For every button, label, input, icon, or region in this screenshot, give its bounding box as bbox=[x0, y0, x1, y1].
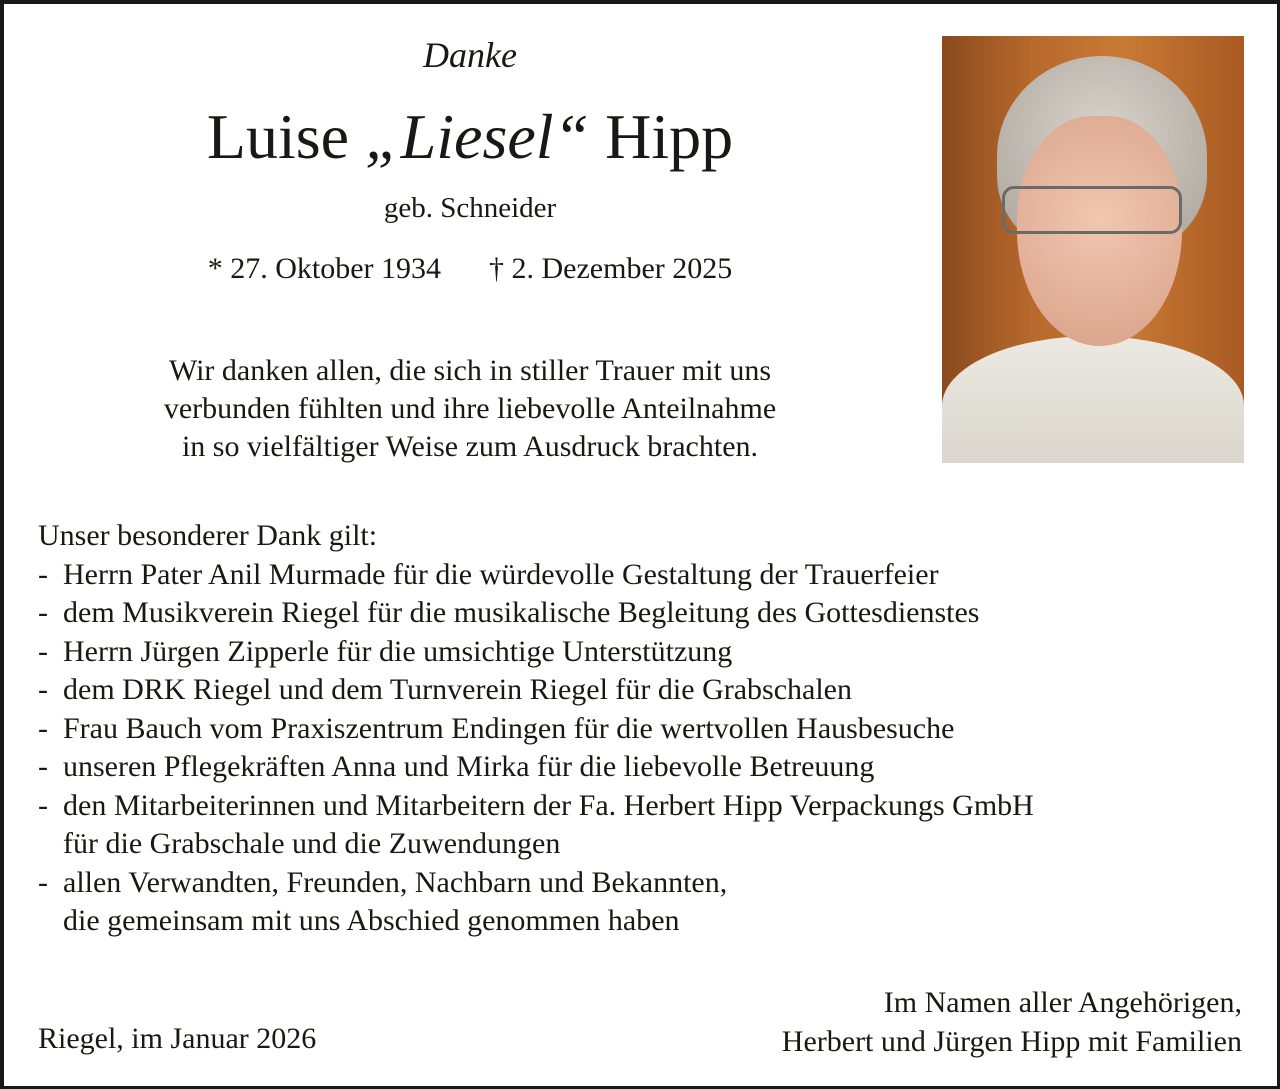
list-item-text: allen Verwandten, Freunden, Nachbarn und Bekannten, bbox=[63, 865, 728, 899]
thanks-line: Wir danken allen, die sich in stiller Trauer mit uns bbox=[168, 354, 772, 387]
special-thanks-heading: Unser besonderer Dank gilt: bbox=[38, 519, 378, 552]
birth-name: geb. Schneider bbox=[383, 192, 557, 224]
list-item bbox=[38, 633, 1034, 672]
bullet-dash: - bbox=[38, 865, 48, 899]
notice-heading: Danke bbox=[423, 35, 517, 75]
list-item bbox=[38, 748, 1034, 787]
bullet-dash: - bbox=[38, 557, 48, 591]
thanks-paragraph bbox=[80, 352, 860, 466]
first-name: Luise bbox=[206, 101, 350, 172]
life-dates bbox=[80, 252, 860, 286]
list-item bbox=[38, 556, 1034, 595]
bullet-dash: - bbox=[38, 673, 48, 706]
special-thanks-list bbox=[38, 517, 1034, 941]
bullet-dash: - bbox=[38, 596, 48, 629]
thanks-line: verbunden fühlten und ihre liebevolle Anteilnahme bbox=[163, 392, 777, 425]
death-date: † 2. Dezember 2025 bbox=[489, 252, 733, 285]
bullet-dash: - bbox=[38, 634, 48, 668]
list-item-text: unseren Pflegekräften Anna und Mirka für die liebevolle Betreuung bbox=[63, 750, 875, 783]
list-item bbox=[38, 864, 1034, 903]
nickname: „Liesel“ bbox=[365, 101, 590, 172]
list-item-text: Herrn Pater Anil Murmade für die würdevolle Gestaltung der Trauerfeier bbox=[63, 557, 939, 591]
bullet-dash: - bbox=[38, 750, 48, 783]
list-item-continuation: für die Grabschale und die Zuwendungen bbox=[63, 827, 561, 860]
list-item-text: Herrn Jürgen Zipperle für die umsichtige Unterstützung bbox=[63, 634, 733, 668]
list-item-continuation: die gemeinsam mit uns Abschied genommen haben bbox=[63, 904, 680, 937]
thanks-line: in so vielfältiger Weise zum Ausdruck brachten. bbox=[181, 430, 759, 463]
last-name: Hipp bbox=[605, 101, 734, 172]
bullet-dash: - bbox=[38, 711, 48, 745]
list-item bbox=[38, 787, 1034, 826]
list-item-text: Frau Bauch vom Praxiszentrum Endingen für die wertvollen Hausbesuche bbox=[63, 711, 955, 745]
birth-date: * 27. Oktober 1934 bbox=[207, 252, 442, 285]
signature-line: Im Namen aller Angehörigen, bbox=[883, 986, 1242, 1019]
signature bbox=[782, 983, 1242, 1061]
list-item bbox=[38, 594, 1034, 633]
list-item-text: dem DRK Riegel und dem Turnverein Riegel für die Grabschalen bbox=[63, 673, 852, 706]
bullet-dash: - bbox=[38, 788, 48, 822]
list-item bbox=[38, 671, 1034, 710]
deceased-name bbox=[80, 100, 860, 174]
list-item-text: dem Musikverein Riegel für die musikalische Begleitung des Gottesdienstes bbox=[63, 596, 980, 629]
list-item-text: den Mitarbeiterinnen und Mitarbeitern der Fa. Herbert Hipp Verpackungs GmbH bbox=[63, 788, 1034, 822]
list-item bbox=[38, 710, 1034, 749]
portrait-photo bbox=[942, 36, 1244, 463]
signature-line: Herbert und Jürgen Hipp mit Familien bbox=[781, 1025, 1242, 1058]
place-date: Riegel, im Januar 2026 bbox=[38, 1022, 317, 1055]
